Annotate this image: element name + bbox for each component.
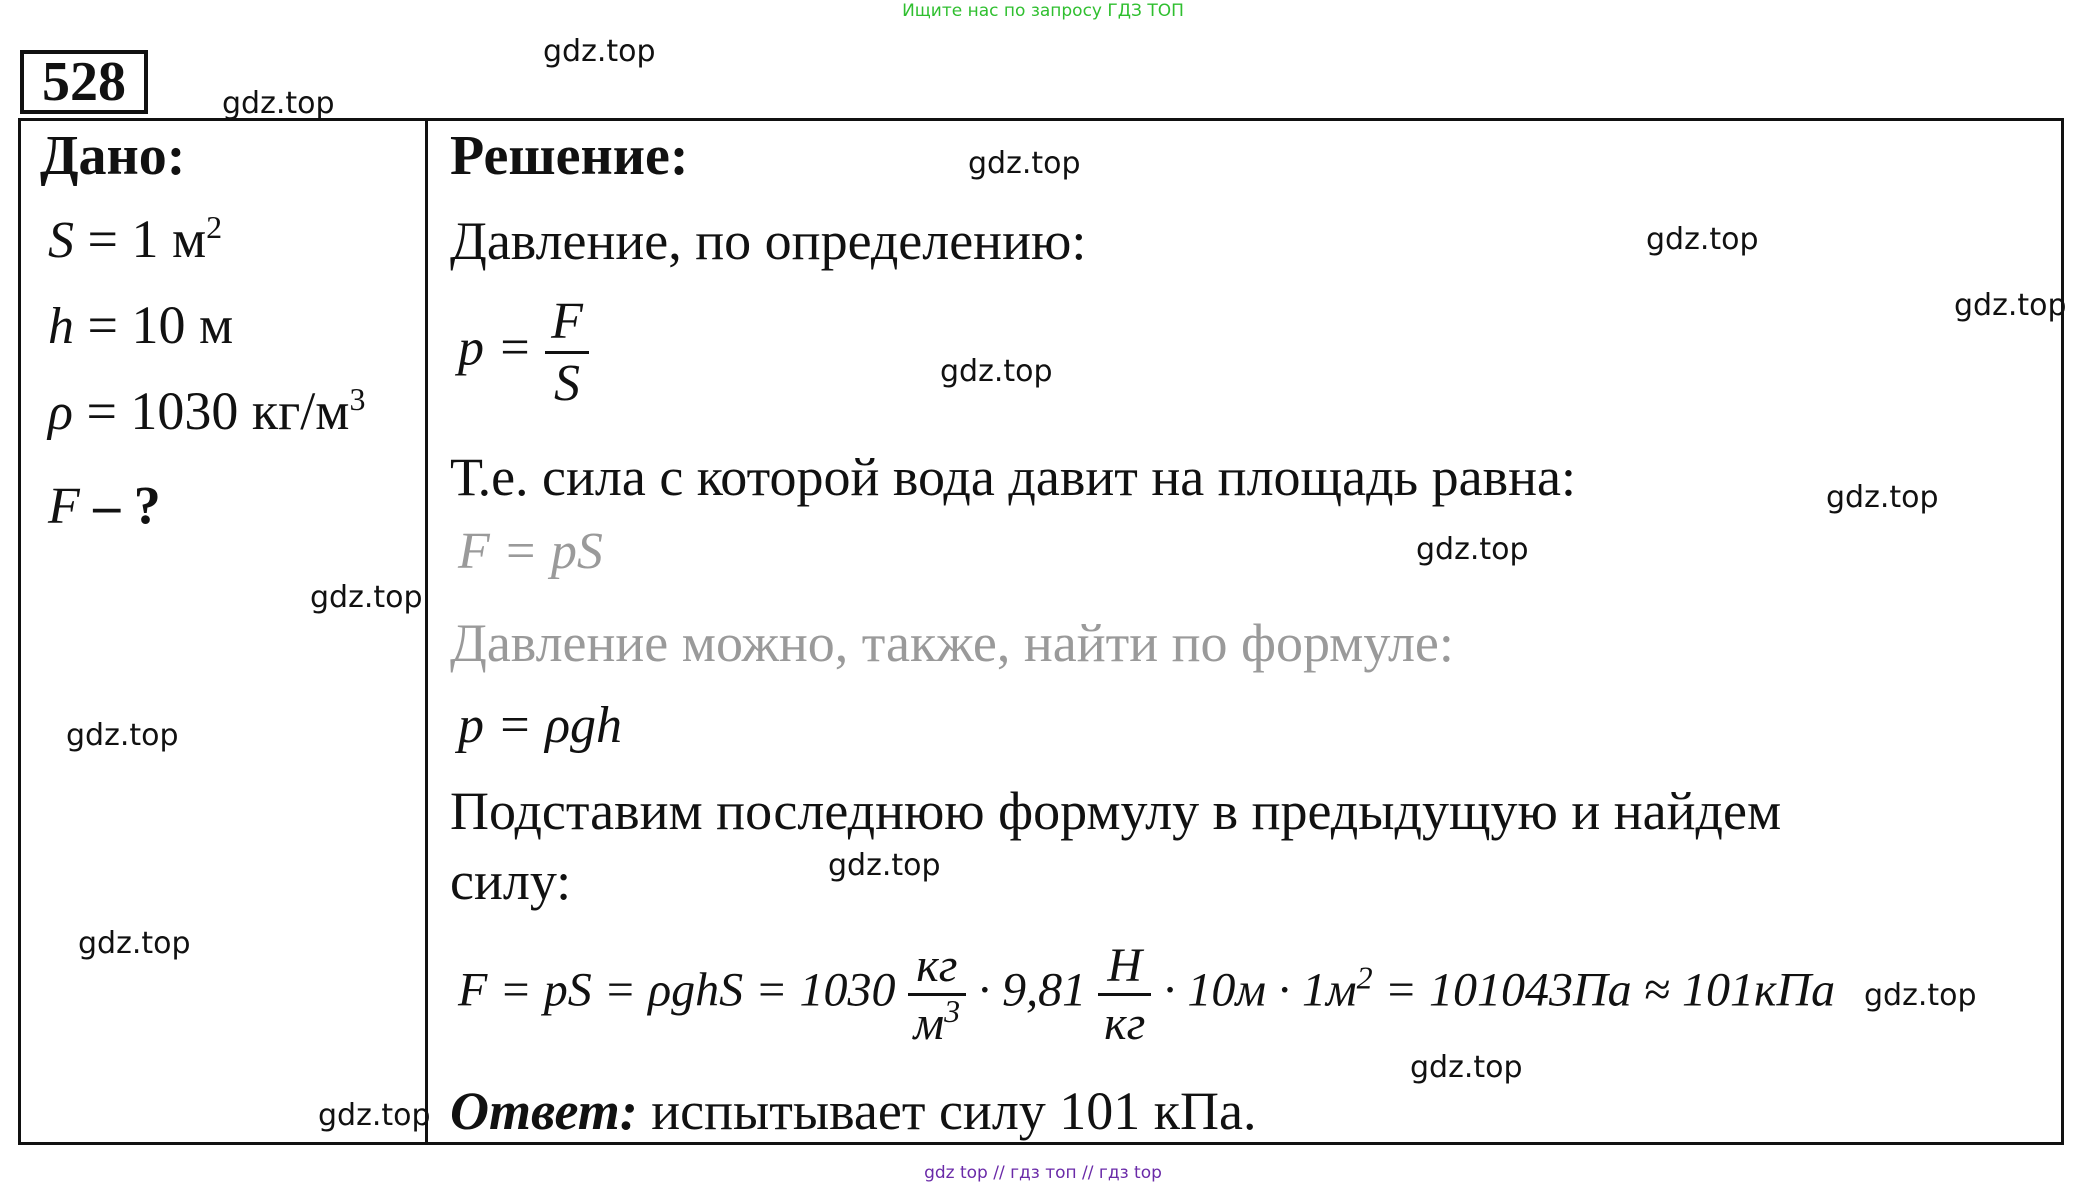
answer-line [450, 1080, 1256, 1142]
calc-frac2-den: кг [1098, 993, 1151, 1051]
calc-part4: = 101043Па ≈ 101кПа [1384, 963, 1836, 1017]
watermark: gdz.top [1416, 532, 1529, 567]
calc-part1: F = pS = ρghS = 1030 [458, 963, 896, 1017]
solution-intro: Давление, по определению: [450, 211, 1087, 271]
watermark: gdz.top [968, 146, 1081, 181]
calc-fraction2 [1098, 938, 1151, 1051]
var-rho: ρ [48, 384, 73, 441]
calc-frac2-num: Н [1107, 939, 1143, 992]
solution-title: Решение: [450, 125, 689, 187]
formula1-lhs: p = [458, 319, 533, 377]
value-f: – ? [93, 475, 161, 535]
solution-text-4-line2: силу: [450, 851, 572, 911]
given-line-unknown [48, 474, 161, 536]
watermark: gdz.top [1646, 222, 1759, 257]
exp-rho: 3 [349, 381, 366, 417]
calc-fraction1 [908, 938, 967, 1051]
watermark: gdz.top [543, 34, 656, 69]
watermark: gdz.top [1864, 978, 1977, 1013]
watermark: gdz.top [66, 718, 179, 753]
exp-s: 2 [206, 209, 223, 245]
given-line-area [48, 208, 222, 270]
given-line-height [48, 294, 233, 356]
formula1-denominator: S [545, 351, 589, 413]
watermark: gdz.top [1954, 288, 2067, 323]
calc-part3: · 10м · 1м [1163, 963, 1357, 1017]
watermark: gdz.top [78, 926, 191, 961]
watermark: gdz.top [1410, 1050, 1523, 1085]
var-h: h [48, 298, 74, 355]
solution-text-4-line1: Подставим последнюю формулу в предыдущую и найдем [450, 781, 1782, 841]
given-line-density [48, 380, 365, 442]
column-divider [425, 118, 428, 1145]
solution-text-3: Давление можно, также, найти по формуле: [450, 613, 1454, 673]
formula-hydrostatic: p = ρgh [458, 697, 623, 754]
watermark: gdz.top [1826, 480, 1939, 515]
calc-part2: · 9,81 [978, 963, 1087, 1017]
watermark: gdz.top [318, 1098, 431, 1133]
value-s: = 1 м [87, 209, 207, 269]
watermark: gdz.top [828, 848, 941, 883]
problem-number: 528 [20, 50, 148, 114]
calc-part3-exp: 2 [1356, 959, 1373, 996]
given-title: Дано: [40, 125, 186, 187]
calc-frac1-den: $м^3$ [908, 993, 967, 1051]
calc-frac1-num: кг [916, 939, 958, 992]
var-f: F [48, 478, 80, 535]
formula-calculation [458, 938, 1835, 1051]
value-h: = 10 м [87, 295, 234, 355]
footer-note: gdz top // гдз топ // гдз top [924, 1163, 1162, 1183]
formula-force: F = pS [458, 523, 603, 580]
solution-text-2: Т.е. сила с которой вода давит на площадь равна: [450, 447, 1577, 507]
formula1-fraction [545, 292, 589, 413]
formula-pressure-definition [458, 292, 589, 413]
value-rho: = 1030 кг/м [86, 381, 350, 441]
formula1-numerator: F [551, 293, 583, 350]
answer-label: Ответ: [450, 1081, 638, 1141]
answer-text: испытывает силу 101 кПа. [651, 1081, 1257, 1141]
watermark: gdz.top [310, 580, 423, 615]
var-s: S [48, 212, 74, 269]
watermark: gdz.top [940, 354, 1053, 389]
watermark: gdz.top [222, 86, 335, 121]
top-banner: Ищите нас по запросу ГДЗ ТОП [902, 1, 1184, 21]
